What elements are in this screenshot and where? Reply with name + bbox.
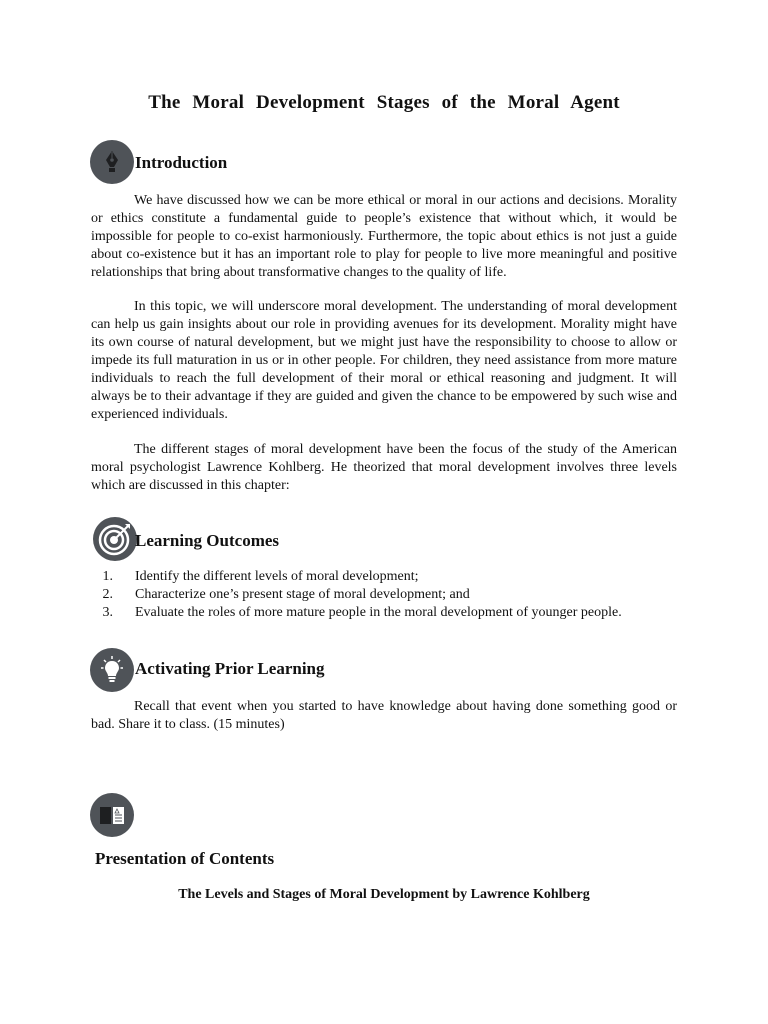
target-icon bbox=[93, 517, 137, 561]
list-item-number: 3. bbox=[102, 605, 113, 620]
list-item bbox=[91, 586, 691, 604]
list-item-number: 2. bbox=[102, 587, 113, 602]
list-item bbox=[91, 604, 691, 622]
list-item-text: Characterize one’s present stage of moral development; and bbox=[135, 587, 470, 602]
learning-outcomes-heading: Learning Outcomes bbox=[135, 531, 280, 550]
levels-and-stages-subtitle: The Levels and Stages of Moral Development by Lawrence Kohlberg bbox=[178, 887, 590, 902]
introduction-paragraph-2: In this topic, we will underscore moral development. The understanding of moral development can help us gain insights about our role in providing avenues for its development. Morality might have its own course of natural development, but we might just have the responsibility to choose to allow or impede its full maturation in us or in other people. For children, they need assistance from more mature individuals to reach the full development of their moral or ethical reasoning and judgment. It will always be to their advantage if they are guided and given the chance to be empowered by such wise and experienced individuals. bbox=[91, 299, 677, 422]
introduction-paragraph-3: The different stages of moral development have been the focus of the study of the American moral psychologist Lawrence Kohlberg. He theorized that moral development involves three levels which are discussed in this chapter: bbox=[91, 442, 677, 493]
introduction-heading: Introduction bbox=[135, 153, 228, 172]
list-item-number: 1. bbox=[102, 569, 113, 584]
document-title: The Moral Development Stages of the Moral Agent bbox=[148, 92, 620, 113]
introduction-paragraph-1: We have discussed how we can be more ethical or moral in our actions and decisions. Morality or ethics constitute a fundamental guide to people’s existence that without which, it would be impossible for people to co-exist harmoniously. Furthermore, the topic about ethics is not just a guide about co-existence but it has an important role to play for people to live more meaningful and positive relationships that bring about transformative changes to the quality of life. bbox=[91, 193, 677, 280]
list-item bbox=[91, 568, 691, 586]
open-book-icon bbox=[90, 793, 134, 837]
list-item-text: Evaluate the roles of more mature people in the moral development of younger people. bbox=[135, 605, 622, 620]
activating-prior-learning-paragraph: Recall that event when you started to have knowledge about having done something good or bad. Share it to class. (15 minutes) bbox=[91, 699, 677, 732]
fountain-pen-icon bbox=[90, 140, 134, 184]
list-item-text: Identify the different levels of moral development; bbox=[135, 569, 419, 584]
lightbulb-icon bbox=[90, 648, 134, 692]
activating-prior-learning-heading: Activating Prior Learning bbox=[135, 659, 325, 678]
learning-outcomes-list bbox=[91, 568, 691, 622]
presentation-of-contents-heading: Presentation of Contents bbox=[95, 849, 275, 868]
